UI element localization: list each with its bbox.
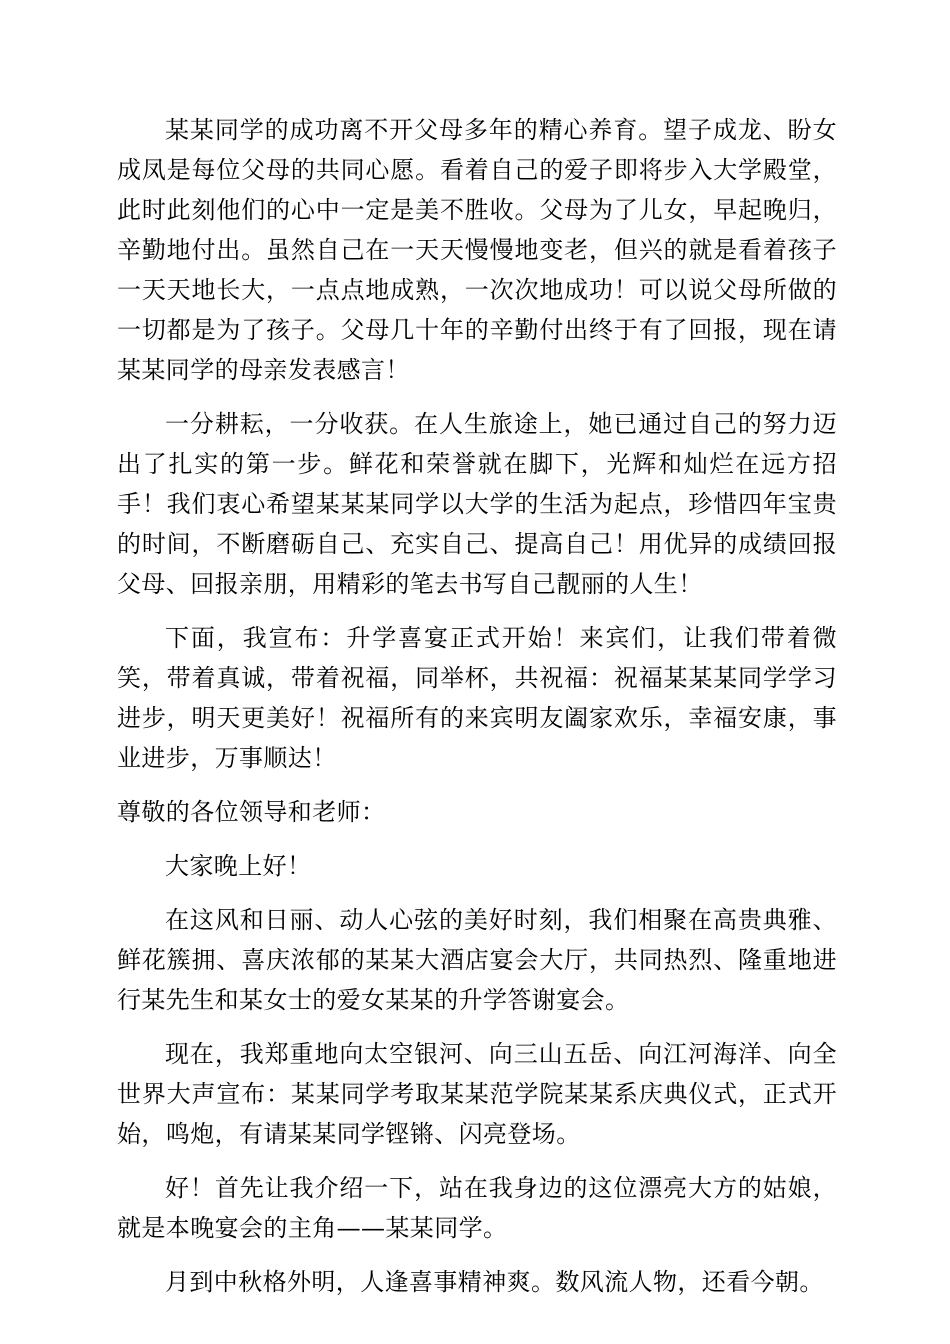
document-body	[117, 110, 837, 1316]
paragraph-salutation: 尊敬的各位领导和老师：	[117, 798, 386, 826]
paragraph-announcement: 现在，我郑重地向太空银河、向三山五岳、向江河海洋、向全世界大声宣布：某某同学考取某某范学院某某系庆典仪式，正式开始，鸣炮，有请某某同学铿锵、闪亮登场。	[117, 1040, 837, 1148]
paragraph-gathering: 在这风和日丽、动人心弦的美好时刻，我们相聚在高贵典雅、鲜花簇拥、喜庆浓郁的某某大酒店宴会大厅，共同热烈、隆重地进行某先生和某女士的爱女某某的升学答谢宴会。	[117, 906, 837, 1014]
paragraph-introduction: 好！首先让我介绍一下，站在我身边的这位漂亮大方的姑娘，就是本晚宴会的主角——某某同学。	[117, 1174, 837, 1242]
paragraph-parents-gratitude: 某某同学的成功离不开父母多年的精心养育。望子成龙、盼女成凤是每位父母的共同心愿。看着自己的爱子即将步入大学殿堂，此时此刻他们的心中一定是美不胜收。父母为了儿女，早起晚归，辛勤地付出。虽然自己在一天天慢慢地变老，但兴的就是看着孩子一天天地长大，一点点地成熟，一次次地成功！可以说父母所做的一切都是为了孩子。父母几十年的辛勤付出终于有了回报，现在请某某同学的母亲发表感言！	[117, 116, 837, 384]
paragraph-greeting: 大家晚上好！	[165, 852, 312, 880]
paragraph-banquet-start: 下面，我宣布：升学喜宴正式开始！来宾们，让我们带着微笑，带着真诚，带着祝福，同举杯，共祝福：祝福某某某同学学习进步，明天更美好！祝福所有的来宾明友阖家欢乐，幸福安康，事业进步，万事顺达！	[117, 624, 837, 772]
paragraph-first-step: 一分耕耘，一分收获。在人生旅途上，她已通过自己的努力迈出了扎实的第一步。鲜花和荣誉就在脚下，光辉和灿烂在远方招手！我们衷心希望某某某同学以大学的生活为起点，珍惜四年宝贵的时间，不断磨砺自己、充实自己、提高自己！用优异的成绩回报父母、回报亲朋，用精彩的笔去书写自己靓丽的人生！	[117, 410, 837, 598]
paragraph-closing-verse: 月到中秋格外明，人逢喜事精神爽。数风流人物，还看今朝。	[165, 1268, 824, 1296]
